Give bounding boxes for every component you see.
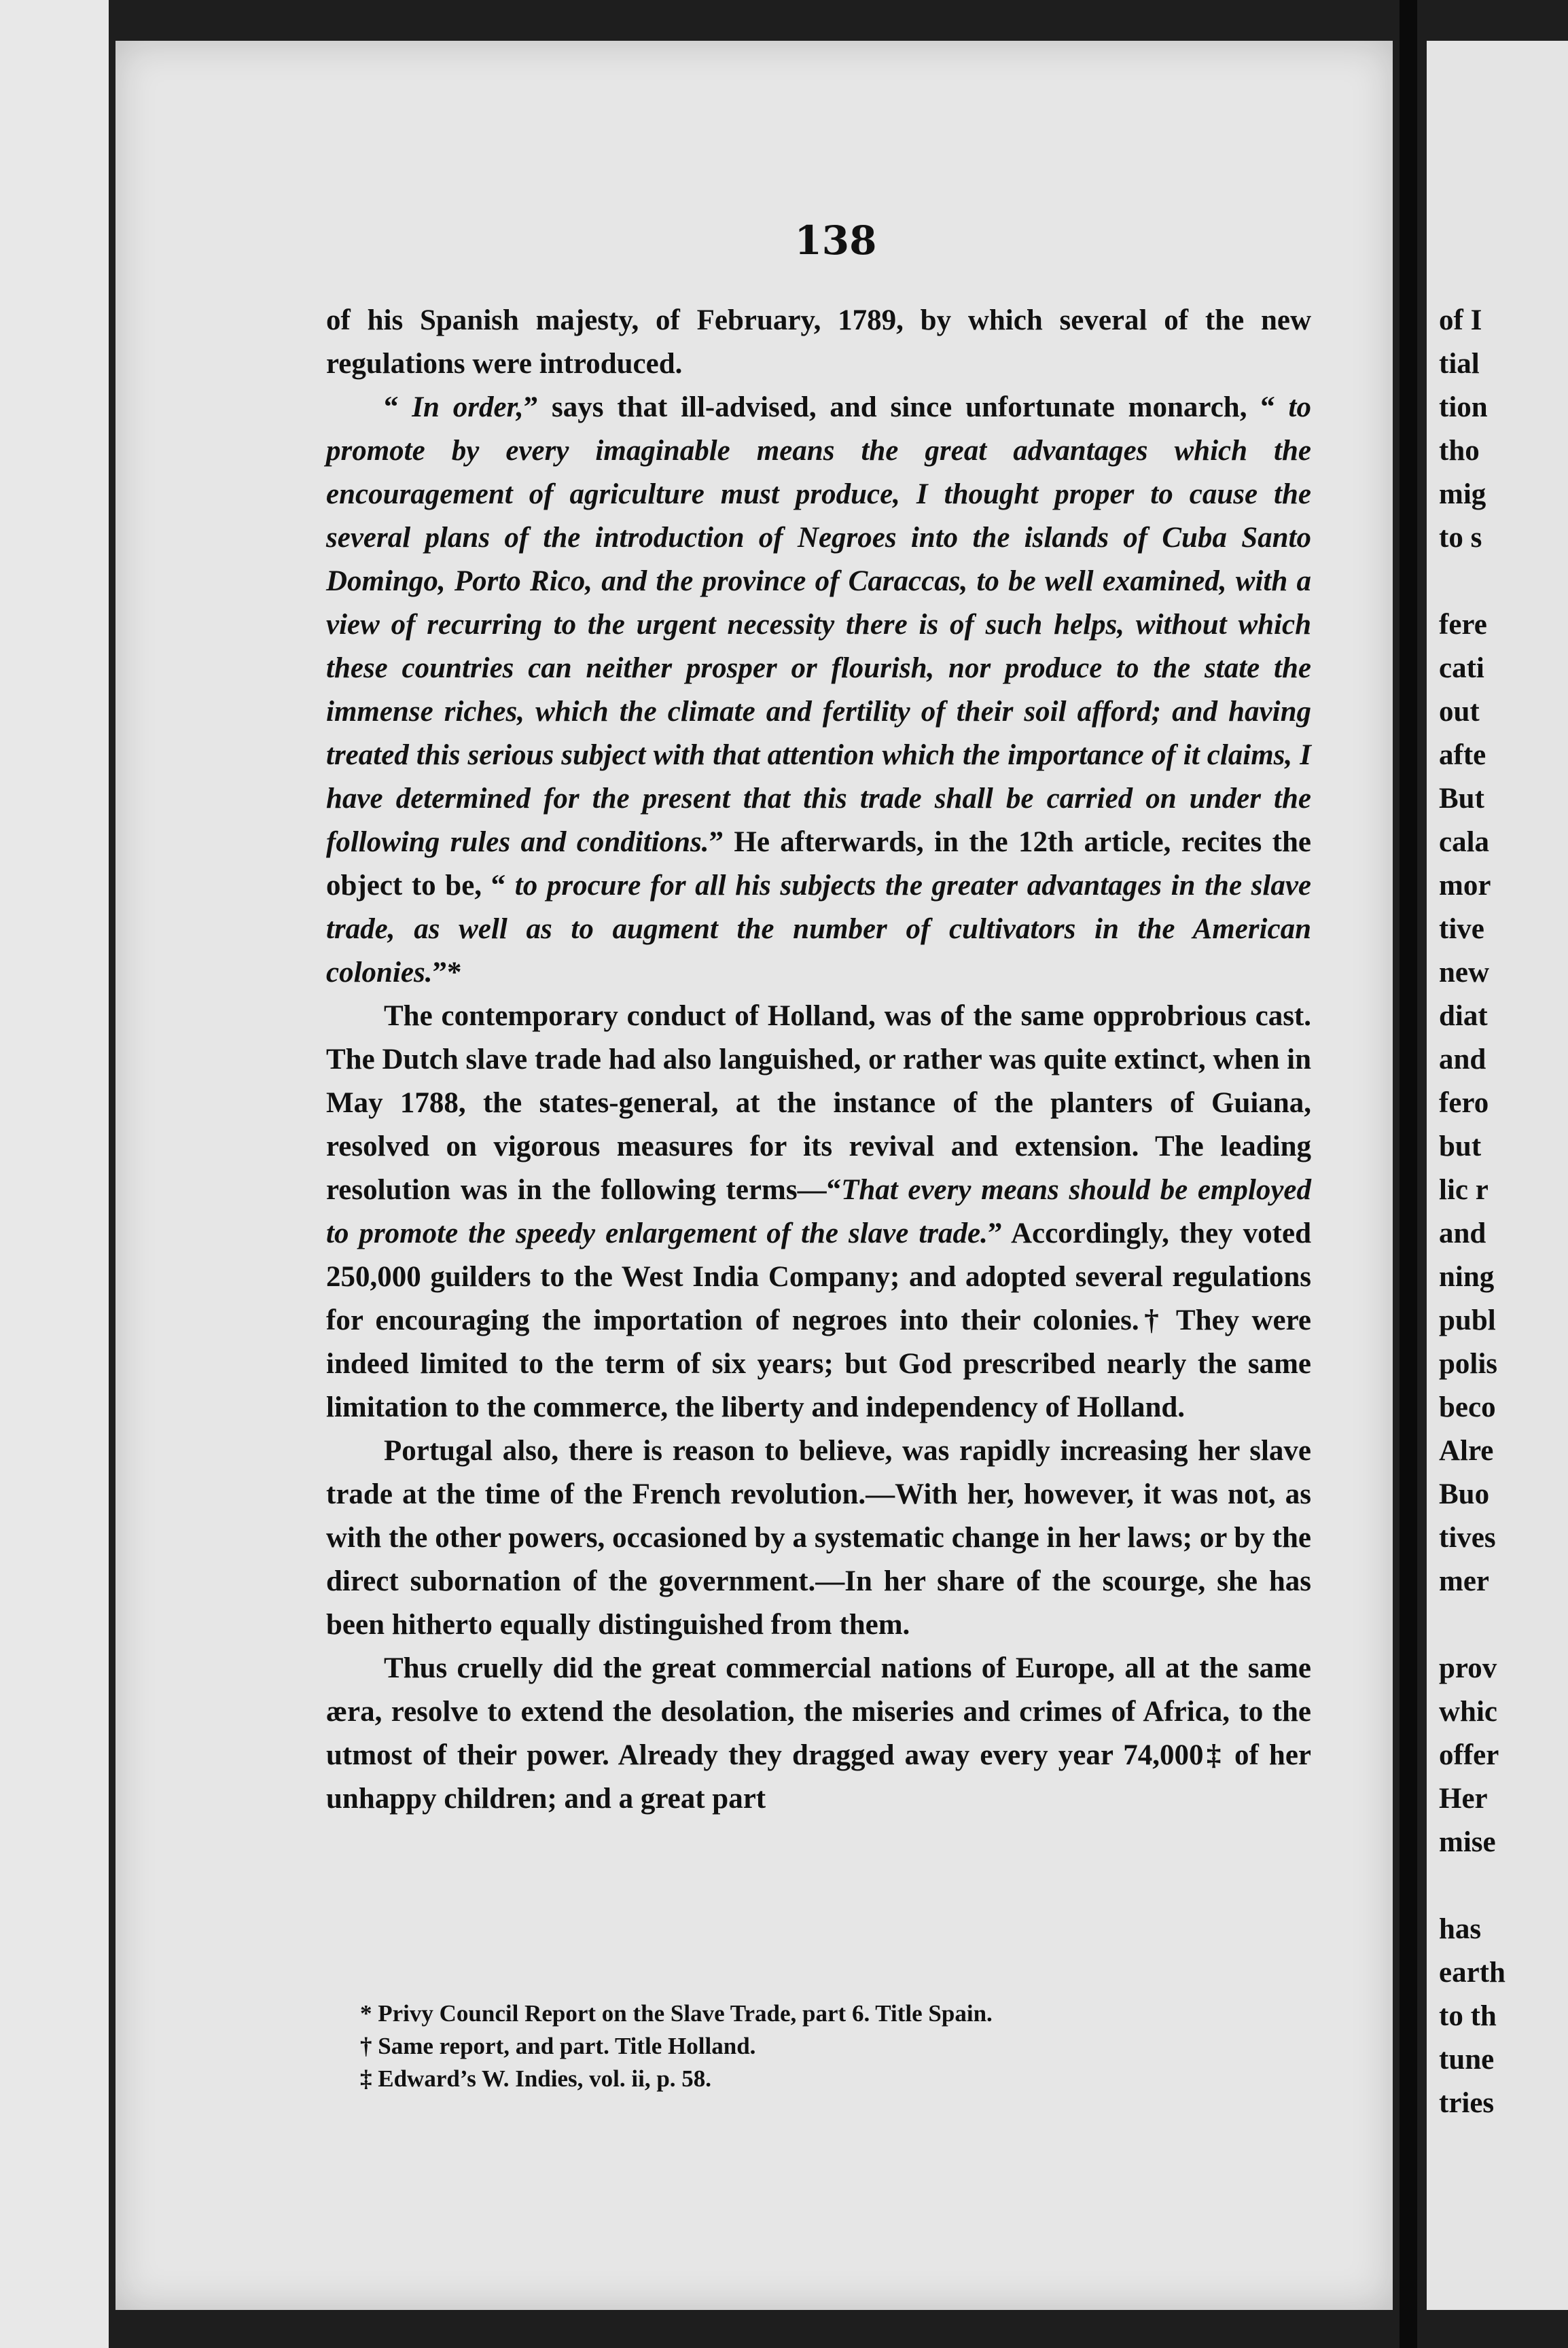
- adjacent-page-fragment: Buo: [1439, 1478, 1490, 1510]
- adjacent-page-text-fragments: [1439, 299, 1568, 2125]
- italic-text-run: In order,: [412, 391, 524, 423]
- adjacent-page-fragment: fere: [1439, 609, 1487, 641]
- adjacent-page-fragment: beco: [1439, 1391, 1496, 1423]
- paragraph-continuation: [326, 299, 1311, 386]
- paragraph-europe-summary: [326, 1647, 1311, 1821]
- adjacent-page-fragment: to th: [1439, 2000, 1497, 2032]
- adjacent-page-fragment: lic r: [1439, 1174, 1489, 1206]
- left-scan-margin: [0, 0, 109, 2348]
- adjacent-page-fragment: tives: [1439, 1522, 1496, 1554]
- text-run: Portugal also, there is reason to believe, was rapidly increasing her slave trade at the time of the French revolution.—With her, however, it was not, as with the other powers, occasioned by a systematic change in her laws; or by the direct subornation of the government.—In her share of the scourge, she has been hitherto equally distinguished from them.: [326, 1435, 1311, 1641]
- adjacent-page-fragment: to s: [1439, 522, 1482, 554]
- adjacent-page-fragment: tries: [1439, 2087, 1495, 2119]
- adjacent-page-fragment: tial: [1439, 348, 1480, 380]
- text-run: Thus cruelly did the great commercial nations of Europe, all at the same æra, resolve to extend the desolation, the miseries and crimes of Africa, to the utmost of their power. Already they dragged away every year 74,000‡ of her unhappy children; and a great part: [326, 1652, 1311, 1815]
- adjacent-page-fragment: Alre: [1439, 1435, 1494, 1467]
- adjacent-page-fragment: tho: [1439, 435, 1480, 467]
- text-run: ” Accordingly, they voted 250,000 guilders to the West India Company; and adopted several regulations for encouraging the importation of negroes into their colonies.† They were indeed limited to the term of six years; but God prescribed nearly the same limitation to the commerce, the liberty and independency of Holland.: [326, 1217, 1311, 1423]
- adjacent-page-fragment: polis: [1439, 1348, 1498, 1380]
- adjacent-page-fragment: earth: [1439, 1957, 1505, 1989]
- adjacent-page-fragment: [1439, 560, 1568, 603]
- adjacent-page-fragment: has: [1439, 1913, 1482, 1945]
- page-body-text: [326, 299, 1311, 1821]
- italic-text-run: That every means should be employed to promote the speedy enlargement of the slave trade.: [326, 1174, 1311, 1249]
- adjacent-page-fragment: But: [1439, 783, 1484, 815]
- adjacent-page-fragment: offer: [1439, 1739, 1499, 1771]
- adjacent-page-fragment: cati: [1439, 652, 1484, 684]
- adjacent-page-fragment: ning: [1439, 1261, 1495, 1293]
- adjacent-page-fragment: but: [1439, 1131, 1482, 1162]
- adjacent-page-fragment: new: [1439, 957, 1490, 989]
- adjacent-page-fragment: Her: [1439, 1783, 1488, 1815]
- adjacent-page-fragment: afte: [1439, 739, 1486, 771]
- text-run: ”*: [432, 957, 462, 989]
- adjacent-page-fragment: prov: [1439, 1652, 1497, 1684]
- adjacent-page-fragment: whic: [1439, 1696, 1497, 1728]
- text-run: of his Spanish majesty, of February, 1789, by which several of the new regulations were introduced.: [326, 304, 1311, 380]
- footnote-3: ‡ Edward’s W. Indies, vol. ii, p. 58.: [360, 2065, 712, 2092]
- text-run: ” says that ill-advised, and since unfortunate monarch, “: [523, 391, 1289, 423]
- adjacent-page-fragment: [1439, 1603, 1568, 1647]
- adjacent-page-fragment: mise: [1439, 1826, 1496, 1858]
- footnote-1: * Privy Council Report on the Slave Trade, part 6. Title Spain.: [360, 2000, 993, 2027]
- text-run: The contemporary conduct of Holland, was of the same opprobrious cast. The Dutch slave trade had also languished, or rather was quite extinct, when in May 1788, the states-general, at the instance of the planters of Guiana, resolved on vigorous measures for its revival and extension. The leading resolution was in the following terms—“: [326, 1000, 1311, 1206]
- adjacent-page-fragment: fero: [1439, 1087, 1489, 1119]
- adjacent-page-fragment: diat: [1439, 1000, 1488, 1032]
- adjacent-page-fragment: of I: [1439, 304, 1482, 336]
- text-run: “: [384, 391, 412, 423]
- adjacent-page-fragment: and: [1439, 1044, 1486, 1075]
- adjacent-page-fragment: tive: [1439, 913, 1484, 945]
- page-number: 138: [794, 217, 877, 264]
- adjacent-page-fragment: tune: [1439, 2044, 1495, 2076]
- adjacent-page-fragment: out: [1439, 696, 1480, 728]
- adjacent-page-fragment: and: [1439, 1217, 1486, 1249]
- paragraph-portugal: [326, 1429, 1311, 1647]
- text-run: ” He afterwards, in the 12th article, recites the object to be, “: [326, 826, 1311, 902]
- adjacent-page-fragment: publ: [1439, 1304, 1496, 1336]
- footnote-2: † Same report, and part. Title Holland.: [360, 2033, 756, 2059]
- adjacent-page-fragment: tion: [1439, 391, 1488, 423]
- adjacent-page-fragment: mer: [1439, 1565, 1489, 1597]
- adjacent-page-fragment: mig: [1439, 478, 1486, 510]
- italic-text-run: to promote by every imaginable means the great advantages which the encouragement of agriculture must produce, I thought proper to cause the several plans of the introduction of Negroes into the islands of Cuba Santo Domingo, Porto Rico, and the province of Caraccas, to be well examined, with a view of recurring to the urgent necessity there is of such helps, without which these countries can neither prosper or flourish, nor produce to the state the immense riches, which the climate and fertility of their soil afford; and having treated this serious subject with that attention which the importance of it claims, I have determined for the present that this trade shall be carried on under the following rules and conditions.: [326, 391, 1311, 858]
- adjacent-page-fragment: cala: [1439, 826, 1490, 858]
- adjacent-page-fragment: [1439, 1864, 1568, 1908]
- footnotes: [360, 1997, 1243, 2095]
- italic-text-run: to procure for all his subjects the greater advantages in the slave trade, as well as to augment the number of cultivators in the American colonies.: [326, 870, 1311, 989]
- book-gutter: [1400, 0, 1417, 2348]
- paragraph-holland: [326, 995, 1311, 1429]
- paragraph-spanish-decree-quote: [326, 386, 1311, 995]
- adjacent-page-fragment: mor: [1439, 870, 1491, 902]
